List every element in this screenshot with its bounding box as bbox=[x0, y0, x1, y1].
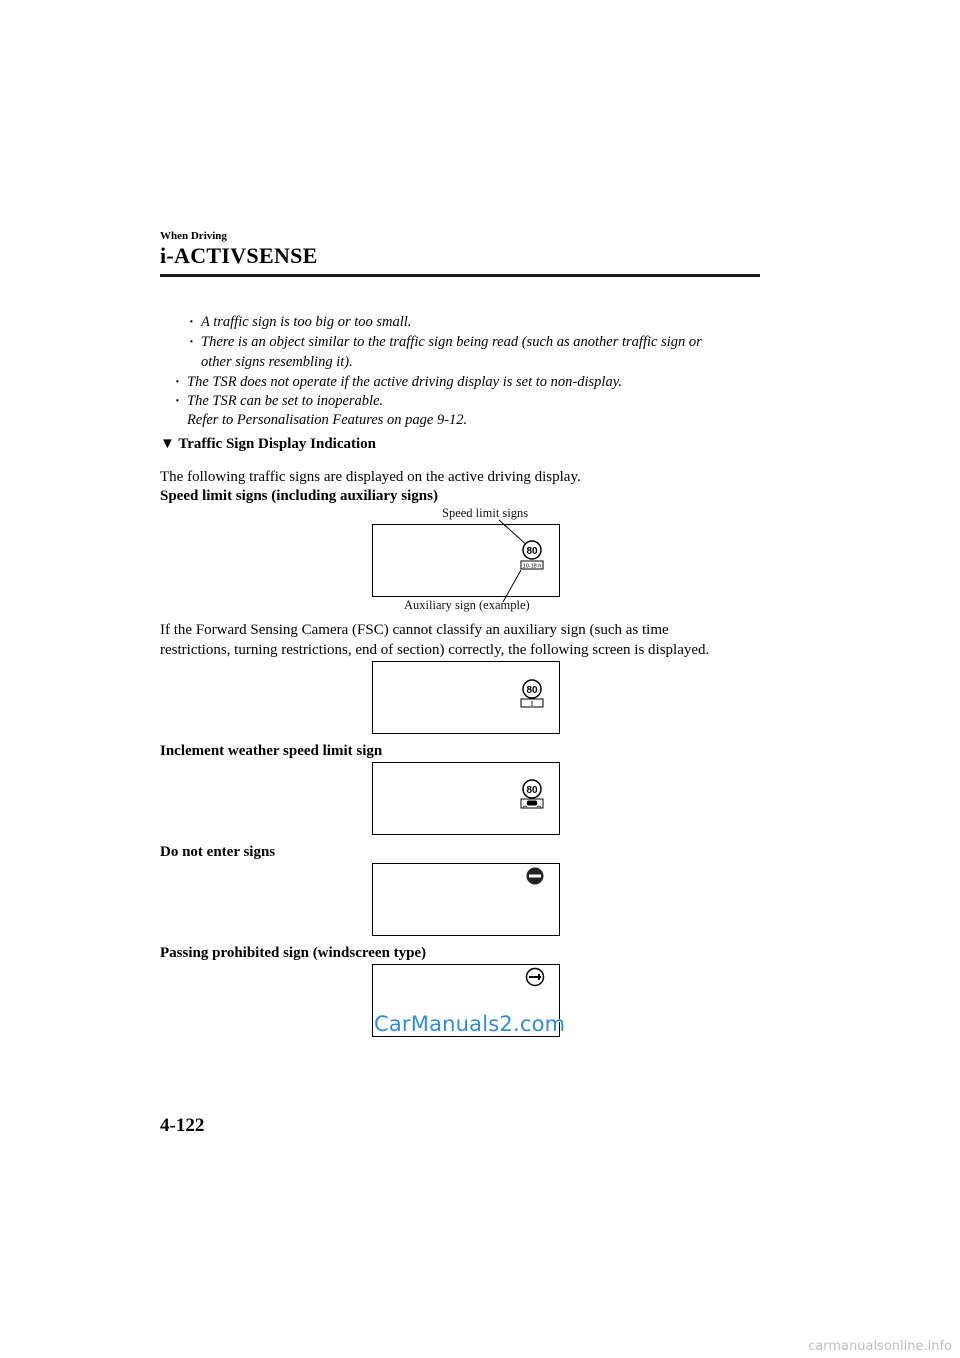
fsc-text-2: restrictions, turning restrictions, end of section) correctly, the following screen is displayed. bbox=[160, 642, 710, 658]
heading-text: Traffic Sign Display Indication bbox=[178, 436, 377, 452]
inclement-heading: Inclement weather speed limit sign bbox=[160, 743, 383, 759]
do-not-enter-heading: Do not enter signs bbox=[160, 844, 276, 860]
figure-speed-limit-graphics bbox=[372, 510, 560, 610]
section-title: i-ACTIVSENSE bbox=[160, 243, 318, 268]
figure-inclement-graphics bbox=[372, 762, 560, 835]
footer-watermark: carmanualsonline.info bbox=[808, 1339, 952, 1354]
speed-limit-value: 80 bbox=[526, 785, 538, 796]
header-rule bbox=[160, 274, 760, 277]
page-number: 4-122 bbox=[160, 1115, 205, 1136]
speed-limit-value: 80 bbox=[526, 546, 538, 557]
callout-speed-limit: Speed limit signs bbox=[442, 506, 529, 520]
car-icon bbox=[527, 801, 537, 806]
intro-text: The following traffic signs are displayed on the active driving display. bbox=[160, 469, 581, 485]
fsc-text-1: If the Forward Sensing Camera (FSC) cannot classify an auxiliary sign (such as time bbox=[160, 622, 669, 638]
speed-limit-heading: Speed limit signs (including auxiliary signs) bbox=[160, 488, 438, 504]
heading-marker-icon: ▼ bbox=[160, 436, 175, 452]
note-bullet-1: · The TSR does not operate if the active driving display is set to non-display. bbox=[187, 372, 622, 392]
note-sub-bullet-2: · There is an object similar to the traffic sign being read (such as another traffic sign or bbox=[201, 332, 702, 352]
passing-heading: Passing prohibited sign (windscreen type) bbox=[160, 945, 427, 961]
note-bullet-2: · The TSR can be set to inoperable. bbox=[187, 391, 383, 411]
note-sub-bullet-1: · A traffic sign is too big or too small. bbox=[201, 312, 411, 332]
speed-limit-value: 80 bbox=[526, 685, 538, 696]
note-sub-bullet-2-cont: other signs resembling it). bbox=[201, 354, 353, 370]
figure-do-not-enter-graphics bbox=[372, 863, 560, 936]
watermark-overlay: CarManuals2.com bbox=[374, 1012, 566, 1036]
subsection-heading bbox=[160, 436, 376, 453]
figure-unknown-auxiliary-graphics bbox=[372, 661, 560, 734]
auxiliary-sign-text: 10-18 h bbox=[522, 563, 542, 570]
unknown-auxiliary-text: ! bbox=[530, 701, 534, 708]
note-bullet-2-cont: Refer to Personalisation Features on page 9-12. bbox=[187, 412, 468, 428]
section-label: When Driving bbox=[160, 230, 227, 242]
callout-auxiliary: Auxiliary sign (example) bbox=[404, 598, 530, 612]
